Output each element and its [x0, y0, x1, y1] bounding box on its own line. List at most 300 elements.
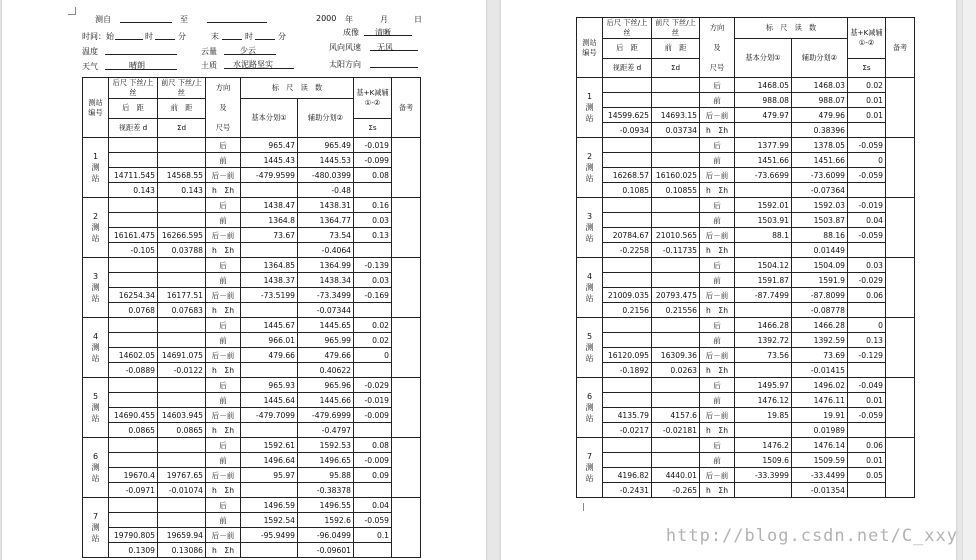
diff-basic-reading: 88.1 [735, 228, 792, 243]
empty-cell [603, 438, 652, 453]
header-sight-diff: 视距差 d [109, 118, 158, 138]
back-k-diff: 0 [848, 318, 886, 333]
month-unit: 月 [380, 15, 388, 24]
front-k-diff: -0.029 [848, 273, 886, 288]
station-number: 3 测 站 [577, 198, 603, 258]
height-diff-value: -0.4797 [298, 423, 354, 438]
header-sight-diff: 视距差 d [603, 58, 652, 78]
back-basic-reading: 1466.28 [735, 318, 792, 333]
height-diff-value: 0.01449 [792, 243, 848, 258]
front-distance-value: 16160.025 [652, 168, 700, 183]
row-label-diff: 后－前 [206, 228, 241, 243]
diff-k-diff: -0.059 [848, 408, 886, 423]
back-aux-reading: 1364.99 [298, 258, 354, 273]
empty-cell [109, 333, 158, 348]
back-basic-reading: 965.47 [241, 138, 298, 153]
diff-k-diff: 0.09 [354, 468, 392, 483]
empty-cell [652, 198, 700, 213]
sight-diff-value: -0.105 [109, 243, 158, 258]
imaging-label: 成像 [343, 28, 359, 37]
row-label-diff: 后－前 [700, 108, 735, 123]
empty-cell [848, 363, 886, 378]
sight-diff-value: 0.1085 [603, 183, 652, 198]
diff-k-diff: -0.009 [354, 408, 392, 423]
empty-cell [158, 138, 206, 153]
diff-basic-reading: 73.67 [241, 228, 298, 243]
empty-cell [652, 213, 700, 228]
station-number: 1 测 站 [577, 78, 603, 138]
row-label-diff: 后－前 [700, 348, 735, 363]
height-diff-value: -0.08778 [792, 303, 848, 318]
header-sum-s: Σs [848, 58, 886, 78]
front-basic-reading: 1438.37 [241, 273, 298, 288]
empty-cell [603, 153, 652, 168]
header-upper-wire: 上丝 [129, 78, 154, 97]
front-basic-reading: 1392.72 [735, 333, 792, 348]
back-k-diff: -0.049 [848, 378, 886, 393]
front-k-diff: 0.02 [354, 333, 392, 348]
header-front-ruler-wires: 前尺 下丝/上丝 [158, 78, 206, 99]
time-start-label: 时间：始 [82, 32, 114, 41]
header-front-ruler: 前尺 [161, 78, 176, 87]
row-label-back: 后 [206, 498, 241, 513]
front-distance-value: 19659.94 [158, 528, 206, 543]
sum-d-value: 0.0865 [158, 423, 206, 438]
remark-cell [886, 438, 915, 498]
front-aux-reading: 1392.59 [792, 333, 848, 348]
height-diff-value: -0.09601 [298, 543, 354, 558]
wind-value: 无风 [377, 43, 393, 52]
weather-label: 天气 [82, 62, 98, 71]
cloud-value: 少云 [240, 46, 256, 55]
back-basic-reading: 1496.59 [241, 498, 298, 513]
station-number-value: 7 [586, 452, 593, 461]
sum-d-value: 0.13086 [158, 543, 206, 558]
header-lower-wire: 下丝 [129, 78, 144, 87]
document-page-1 [2, 0, 486, 560]
back-k-diff: -0.019 [354, 138, 392, 153]
diff-basic-reading: 73.56 [735, 348, 792, 363]
back-aux-reading: 965.49 [298, 138, 354, 153]
back-k-diff: 0.06 [848, 438, 886, 453]
row-label-h: h Σh [206, 183, 241, 198]
back-distance-value: 19790.805 [109, 528, 158, 543]
header-k-diff: 基+K减辅①-② [848, 18, 886, 59]
diff-basic-reading: -73.5199 [241, 288, 298, 303]
empty-cell [109, 513, 158, 528]
hour-unit-1: 时 [145, 32, 153, 41]
remark-cell [886, 138, 915, 198]
station-number: 1 测 站 [83, 138, 109, 198]
row-label-back: 后 [206, 318, 241, 333]
empty-cell [735, 483, 792, 498]
front-basic-reading: 1496.64 [241, 453, 298, 468]
remark-cell [886, 378, 915, 438]
station-number: 5 测 站 [577, 318, 603, 378]
wind-label: 风向风速 [329, 43, 361, 52]
sun-direction-field[interactable] [370, 59, 418, 68]
diff-aux-reading: 73.69 [792, 348, 848, 363]
front-aux-reading: 1476.11 [792, 393, 848, 408]
front-distance-value: 21010.565 [652, 228, 700, 243]
back-distance-value: 21009.035 [603, 288, 652, 303]
header-reading: 标 尺 读 数 [241, 78, 354, 99]
empty-cell [652, 318, 700, 333]
empty-cell [652, 258, 700, 273]
remark-cell [886, 78, 915, 138]
station-number-value: 1 [92, 152, 99, 161]
empty-cell [652, 93, 700, 108]
empty-cell [848, 483, 886, 498]
diff-basic-reading: 479.97 [735, 108, 792, 123]
station-number: 3 测 站 [83, 258, 109, 318]
sum-d-value: -0.11735 [652, 243, 700, 258]
remark-cell [392, 258, 421, 318]
diff-k-diff: -0.059 [848, 228, 886, 243]
empty-cell [241, 243, 298, 258]
page-corner-mark [576, 503, 584, 511]
back-distance-value: 20784.67 [603, 228, 652, 243]
front-basic-reading: 1364.8 [241, 213, 298, 228]
sight-diff-value: -0.0971 [109, 483, 158, 498]
row-label-h: h Σh [206, 483, 241, 498]
station-number-value: 6 [92, 452, 99, 461]
header-back-ruler: 后尺 [112, 78, 128, 87]
empty-cell [652, 273, 700, 288]
empty-cell [158, 153, 206, 168]
header-lower-wire: 下丝 [623, 18, 638, 27]
empty-cell [603, 333, 652, 348]
station-number-value: 6 [586, 392, 593, 401]
cloud-label: 云量 [201, 47, 217, 56]
back-basic-reading: 1476.2 [735, 438, 792, 453]
station-number-value: 5 [586, 332, 593, 341]
end-hour-field[interactable] [222, 31, 242, 40]
front-k-diff: 0.01 [848, 93, 886, 108]
station-number: 2 测 站 [577, 138, 603, 198]
diff-k-diff: 0 [354, 348, 392, 363]
diff-k-diff: 0.13 [354, 228, 392, 243]
sun-direction-label: 太阳方向 [329, 60, 361, 69]
station-number: 7 测 站 [577, 438, 603, 498]
empty-cell [603, 453, 652, 468]
header-front-distance: 前 距 [652, 39, 700, 59]
front-k-diff: 0.13 [848, 333, 886, 348]
back-k-diff: 0.08 [354, 438, 392, 453]
sum-d-value: -0.02181 [652, 423, 700, 438]
row-label-back: 后 [700, 438, 735, 453]
header-direction-bottom: 尺号 [215, 122, 231, 132]
empty-cell [848, 423, 886, 438]
front-distance-value: 16266.595 [158, 228, 206, 243]
back-k-diff: -0.019 [848, 198, 886, 213]
height-diff-value: 0.38396 [792, 123, 848, 138]
header-back-ruler-wires: 后尺 下丝/上丝 [109, 78, 158, 99]
header-lower-wire: 下丝 [671, 18, 687, 27]
row-label-front: 前 [700, 393, 735, 408]
station-number-value: 3 [92, 272, 99, 281]
back-k-diff: -0.059 [848, 138, 886, 153]
diff-basic-reading: -95.9499 [241, 528, 298, 543]
row-label-front: 前 [206, 393, 241, 408]
start-minute-field[interactable] [155, 31, 175, 40]
watermark-url: http://blog.csdn.net/C_xxy [665, 526, 958, 546]
empty-cell [109, 378, 158, 393]
row-label-h: h Σh [700, 423, 735, 438]
row-label-front: 前 [700, 93, 735, 108]
remark-cell [886, 198, 915, 258]
front-distance-value: 14693.15 [652, 108, 700, 123]
row-label-h: h Σh [206, 423, 241, 438]
row-label-h: h Σh [700, 303, 735, 318]
front-aux-reading: 1496.65 [298, 453, 354, 468]
header-k-diff: 基+K减辅①-② [354, 78, 392, 119]
empty-cell [109, 438, 158, 453]
document-page-2 [501, 0, 956, 560]
empty-cell [158, 498, 206, 513]
diff-aux-reading: 479.96 [792, 108, 848, 123]
row-label-back: 后 [206, 198, 241, 213]
height-diff-value: -0.4064 [298, 243, 354, 258]
time-end-label: 末 [211, 32, 219, 41]
row-label-h: h Σh [206, 543, 241, 558]
diff-k-diff: -0.169 [354, 288, 392, 303]
row-label-front: 前 [206, 213, 241, 228]
height-diff-value: -0.07344 [298, 303, 354, 318]
empty-cell [652, 438, 700, 453]
diff-k-diff: 0.06 [848, 288, 886, 303]
back-k-diff: 0.04 [354, 498, 392, 513]
empty-cell [109, 153, 158, 168]
diff-basic-reading: -33.3999 [735, 468, 792, 483]
back-basic-reading: 965.93 [241, 378, 298, 393]
header-reading: 标 尺 读 数 [735, 18, 848, 39]
remark-cell [886, 318, 915, 378]
empty-cell [158, 213, 206, 228]
header-back-ruler: 后尺 [606, 18, 622, 27]
empty-cell [603, 318, 652, 333]
row-label-back: 后 [206, 258, 241, 273]
back-basic-reading: 1592.61 [241, 438, 298, 453]
sum-d-value: -0.01074 [158, 483, 206, 498]
row-label-back: 后 [206, 138, 241, 153]
observation-table-page-2 [576, 17, 915, 498]
height-diff-value: 0.01989 [792, 423, 848, 438]
row-label-front: 前 [206, 273, 241, 288]
front-aux-reading: 1591.9 [792, 273, 848, 288]
station-number-value: 4 [92, 332, 99, 341]
header-direction [206, 78, 241, 138]
header-back-distance: 后 距 [603, 39, 652, 59]
to-field[interactable] [207, 14, 267, 23]
height-diff-value: -0.38378 [298, 483, 354, 498]
back-basic-reading: 1504.12 [735, 258, 792, 273]
empty-cell [735, 123, 792, 138]
station-number: 4 测 站 [577, 258, 603, 318]
front-basic-reading: 1445.43 [241, 153, 298, 168]
empty-cell [354, 543, 392, 558]
empty-cell [652, 153, 700, 168]
empty-cell [652, 333, 700, 348]
empty-cell [158, 318, 206, 333]
header-front-ruler-wires: 前尺 下丝/上丝 [652, 18, 700, 39]
remark-cell [886, 258, 915, 318]
empty-cell [109, 453, 158, 468]
from-field[interactable] [120, 14, 172, 23]
empty-cell [354, 243, 392, 258]
remark-cell [392, 318, 421, 378]
row-label-back: 后 [700, 138, 735, 153]
empty-cell [603, 93, 652, 108]
empty-cell [652, 138, 700, 153]
back-basic-reading: 1445.67 [241, 318, 298, 333]
row-label-diff: 后－前 [700, 288, 735, 303]
station-number: 7 测 站 [83, 498, 109, 558]
sight-diff-value: 0.143 [109, 183, 158, 198]
front-aux-reading: 1438.34 [298, 273, 354, 288]
front-aux-reading: 1445.53 [298, 153, 354, 168]
year-value: 2000 [316, 14, 337, 23]
front-aux-reading: 988.07 [792, 93, 848, 108]
front-aux-reading: 1592.6 [298, 513, 354, 528]
empty-cell [241, 483, 298, 498]
sum-d-value: 0.0263 [652, 363, 700, 378]
diff-aux-reading: -479.6999 [298, 408, 354, 423]
row-label-front: 前 [700, 453, 735, 468]
empty-cell [652, 78, 700, 93]
row-label-diff: 后－前 [206, 408, 241, 423]
empty-cell [603, 378, 652, 393]
front-aux-reading: 1509.59 [792, 453, 848, 468]
header-upper-wire: 上丝 [671, 18, 696, 37]
empty-cell [109, 318, 158, 333]
to-label: 至 [180, 15, 188, 24]
header-direction-mid: 及 [219, 102, 227, 112]
row-label-back: 后 [700, 378, 735, 393]
diff-k-diff: 0.01 [848, 108, 886, 123]
sight-diff-value: -0.2258 [603, 243, 652, 258]
observation-table-body [83, 78, 421, 558]
back-aux-reading: 965.96 [298, 378, 354, 393]
start-hour-field[interactable] [115, 31, 143, 40]
header-front-distance: 前 距 [158, 99, 206, 119]
back-distance-value: 14599.625 [603, 108, 652, 123]
diff-basic-reading: -479.9599 [241, 168, 298, 183]
empty-cell [603, 258, 652, 273]
header-back-distance: 后 距 [109, 99, 158, 119]
diff-basic-reading: 479.66 [241, 348, 298, 363]
back-distance-value: 16268.57 [603, 168, 652, 183]
header-aux-division: 辅助分划② [792, 39, 848, 78]
empty-cell [241, 303, 298, 318]
back-distance-value: 14690.455 [109, 408, 158, 423]
empty-cell [735, 183, 792, 198]
height-diff-value: -0.48 [298, 183, 354, 198]
station-number-value: 3 [586, 212, 593, 221]
row-label-front: 前 [700, 153, 735, 168]
back-aux-reading: 1504.09 [792, 258, 848, 273]
diff-k-diff: 0.05 [848, 468, 886, 483]
back-k-diff: 0.16 [354, 198, 392, 213]
header-direction-bottom: 尺号 [709, 62, 725, 72]
row-label-front: 前 [206, 513, 241, 528]
back-distance-value: 16161.475 [109, 228, 158, 243]
vertical-scrollbar[interactable] [962, 0, 976, 560]
back-aux-reading: 1445.65 [298, 318, 354, 333]
back-distance-value: 14711.545 [109, 168, 158, 183]
back-aux-reading: 1592.03 [792, 198, 848, 213]
front-k-diff: 0.03 [354, 213, 392, 228]
front-distance-value: 14691.075 [158, 348, 206, 363]
header-basic-division: 基本分划① [241, 99, 298, 138]
row-label-h: h Σh [700, 483, 735, 498]
sum-d-value: 0.07683 [158, 303, 206, 318]
empty-cell [158, 273, 206, 288]
remark-cell [392, 138, 421, 198]
row-label-h: h Σh [206, 363, 241, 378]
remark-cell [392, 378, 421, 438]
empty-cell [603, 393, 652, 408]
row-label-front: 前 [700, 273, 735, 288]
header-upper-wire: 上丝 [623, 18, 648, 37]
diff-aux-reading: -33.4499 [792, 468, 848, 483]
back-distance-value: 4196.82 [603, 468, 652, 483]
front-distance-value: 16177.51 [158, 288, 206, 303]
front-basic-reading: 1509.6 [735, 453, 792, 468]
back-basic-reading: 1495.97 [735, 378, 792, 393]
empty-cell [109, 213, 158, 228]
empty-cell [735, 303, 792, 318]
header-aux-division: 辅助分划② [298, 99, 354, 138]
row-label-back: 后 [700, 258, 735, 273]
sight-diff-value: -0.2431 [603, 483, 652, 498]
station-number: 5 测 站 [83, 378, 109, 438]
front-k-diff: -0.099 [354, 153, 392, 168]
sum-d-value: 0.03734 [652, 123, 700, 138]
row-label-diff: 后－前 [700, 408, 735, 423]
back-aux-reading: 1476.14 [792, 438, 848, 453]
row-label-h: h Σh [700, 183, 735, 198]
back-aux-reading: 1378.05 [792, 138, 848, 153]
station-number-value: 5 [92, 392, 99, 401]
header-direction [700, 18, 735, 78]
empty-cell [158, 393, 206, 408]
row-label-front: 前 [206, 333, 241, 348]
row-label-diff: 后－前 [206, 468, 241, 483]
empty-cell [735, 423, 792, 438]
diff-aux-reading: -480.0399 [298, 168, 354, 183]
empty-cell [241, 363, 298, 378]
sight-diff-value: 0.0865 [109, 423, 158, 438]
diff-aux-reading: 479.66 [298, 348, 354, 363]
diff-aux-reading: 88.16 [792, 228, 848, 243]
empty-cell [158, 258, 206, 273]
sight-diff-value: 0.2156 [603, 303, 652, 318]
front-distance-value: 14603.945 [158, 408, 206, 423]
empty-cell [158, 198, 206, 213]
temperature-field[interactable] [105, 46, 177, 55]
station-number: 4 测 站 [83, 318, 109, 378]
row-label-diff: 后－前 [206, 288, 241, 303]
empty-cell [158, 333, 206, 348]
observation-table-page-1 [82, 77, 421, 558]
end-minute-field[interactable] [255, 31, 275, 40]
header-basic-division: 基本分划① [735, 39, 792, 78]
front-basic-reading: 1445.64 [241, 393, 298, 408]
back-aux-reading: 1496.02 [792, 378, 848, 393]
temperature-label: 温度 [82, 47, 98, 56]
row-label-h: h Σh [700, 123, 735, 138]
